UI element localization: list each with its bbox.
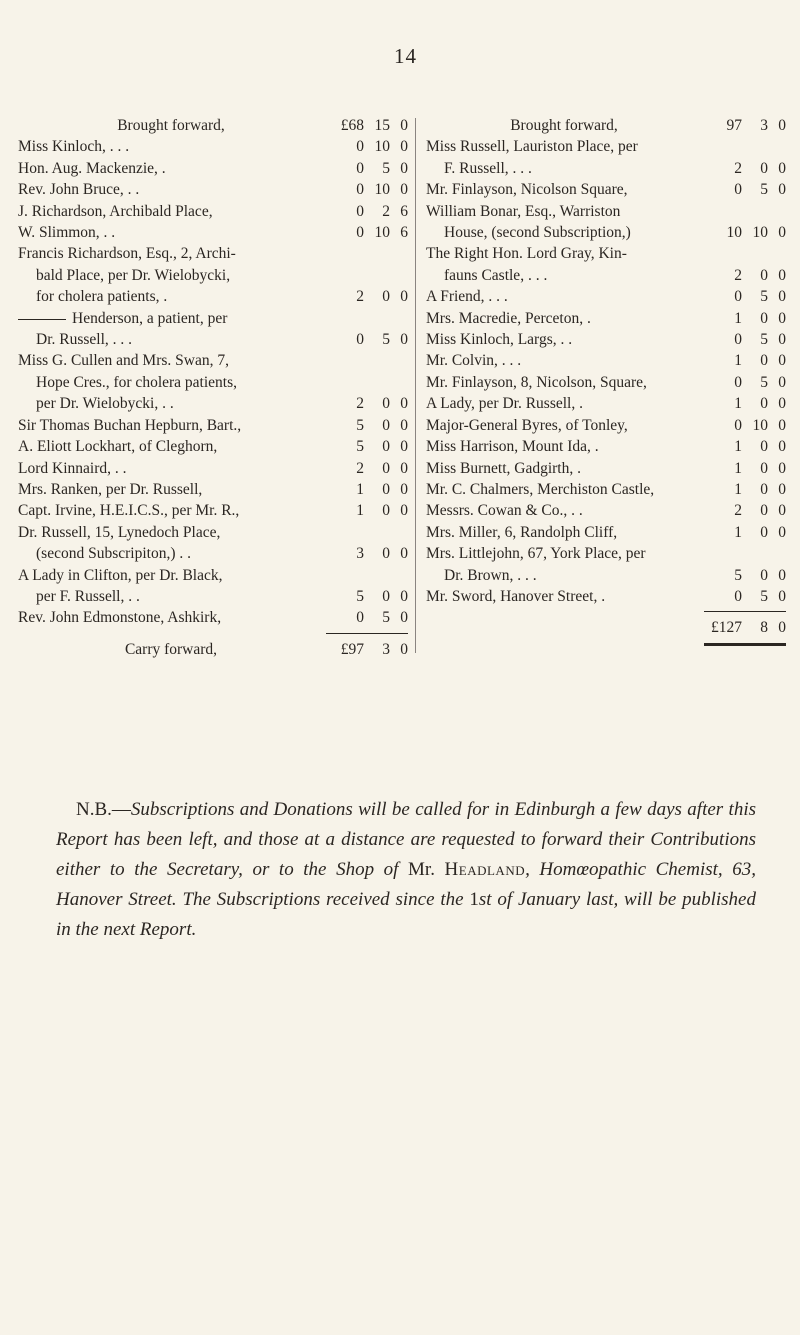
subscriber-text (426, 265, 702, 286)
pounds: 0 (356, 138, 364, 156)
shillings: 3 (382, 640, 390, 658)
shillings: 5 (760, 373, 768, 391)
pounds: 97 (726, 117, 742, 134)
subscription-row (18, 350, 408, 371)
total-pence: 0 (778, 619, 786, 637)
subscriber-text (18, 222, 324, 243)
subscription-row (426, 586, 786, 607)
total-pounds: £127 (711, 619, 742, 637)
subscriber-text (18, 329, 324, 350)
subscriber-text (426, 136, 702, 157)
subscriber-name: Mr. Sword, Hanover Street, . (426, 587, 606, 605)
pence: 0 (778, 159, 786, 177)
subscriber-text (426, 436, 702, 457)
subscription-row (426, 543, 786, 564)
pence: 0 (400, 117, 408, 134)
pounds: 2 (734, 266, 742, 284)
pounds: 1 (734, 438, 742, 456)
shillings: 0 (760, 159, 768, 177)
pence: 0 (400, 181, 408, 199)
shillings: 0 (760, 309, 768, 327)
subscription-row (18, 179, 408, 200)
subscriber-text (426, 243, 702, 264)
subscription-row (18, 265, 408, 286)
subscriber-name: Miss Harrison, Mount Ida, . (426, 438, 599, 456)
subscriber-name: Hope Cres., for cholera patients, (36, 373, 238, 391)
subscriber-text (18, 286, 324, 307)
subscriber-name: per Dr. Wielobycki, . . (36, 395, 174, 413)
subscriber-name: Miss Russell, Lauriston Place, per (426, 138, 638, 156)
pence: 0 (778, 438, 786, 456)
subscriber-text (18, 415, 324, 436)
subscriber-text (18, 522, 324, 543)
subscriber-text (426, 308, 702, 329)
pounds: 0 (734, 288, 742, 306)
subscriber-name: A Lady in Clifton, per Dr. Black, (18, 566, 223, 584)
shillings: 0 (760, 566, 768, 584)
subscriber-text (426, 201, 702, 222)
subscriber-name: A Lady, per Dr. Russell, . (426, 395, 583, 413)
pounds: 5 (734, 566, 742, 584)
pence: 0 (778, 224, 786, 242)
shillings: 0 (382, 416, 390, 434)
pounds: 0 (734, 587, 742, 605)
shillings: 10 (374, 224, 390, 242)
pounds: 1 (734, 480, 742, 498)
subscriber-name: (second Subscripiton,) . . (36, 545, 191, 563)
pounds: £97 (340, 640, 364, 658)
page-number: 14 (394, 44, 417, 68)
pence: 0 (400, 438, 408, 456)
pounds: 0 (356, 202, 364, 220)
pence: 0 (400, 138, 408, 156)
subscription-row (18, 522, 408, 543)
subscriber-name: Francis Richardson, Esq., 2, Archi- (18, 245, 236, 263)
shillings: 10 (752, 224, 768, 242)
pence: 0 (400, 416, 408, 434)
shillings: 5 (382, 159, 390, 177)
subscriber-text (18, 350, 324, 371)
subscription-row (18, 565, 408, 586)
pence: 0 (778, 309, 786, 327)
pounds: 5 (356, 587, 364, 605)
pounds: 5 (356, 416, 364, 434)
shillings: 3 (760, 117, 768, 134)
subscriber-text (18, 586, 324, 607)
pounds: 0 (356, 609, 364, 627)
double-rule (426, 639, 786, 649)
subscriber-text (426, 372, 702, 393)
subscription-row (426, 458, 786, 479)
note-name: Headland (444, 859, 526, 880)
subscriber-name: Mrs. Ranken, per Dr. Russell, (18, 480, 203, 498)
subscription-row (426, 500, 786, 521)
subscriber-text (426, 329, 702, 350)
subscriber-text (18, 158, 324, 179)
pence: 6 (400, 224, 408, 242)
shillings: 0 (382, 502, 390, 520)
subscriber-name: Mrs. Littlejohn, 67, York Place, per (426, 545, 646, 563)
note-text-2: , Homœopathic Chemist, 63, Hanover Street. The Subscriptions received since the (56, 859, 756, 910)
pounds: 2 (356, 288, 364, 306)
subscription-row (426, 329, 786, 350)
pounds: £68 (340, 117, 364, 134)
subscriber-name: Miss G. Cullen and Mrs. Swan, 7, (18, 352, 229, 370)
pounds: 2 (356, 395, 364, 413)
pence: 0 (778, 566, 786, 584)
subscriber-text (18, 308, 324, 329)
subscriber-name: W. Slimmon, . . (18, 224, 116, 242)
pounds: 2 (734, 502, 742, 520)
subscription-row (18, 500, 408, 521)
pounds: 2 (356, 459, 364, 477)
subscription-row (18, 201, 408, 222)
subscriber-text (18, 565, 324, 586)
shillings: 0 (382, 288, 390, 306)
shillings: 0 (760, 266, 768, 284)
subscriber-name: per F. Russell, . . (36, 587, 140, 605)
subscriber-name: Rev. John Edmonstone, Ashkirk, (18, 609, 222, 627)
pence: 0 (778, 266, 786, 284)
subscription-row (426, 243, 786, 264)
subscription-row (18, 158, 408, 179)
pence: 0 (778, 352, 786, 370)
shillings: 0 (382, 395, 390, 413)
subscriber-name: F. Russell, . . . (444, 159, 532, 177)
subscriber-text (426, 522, 702, 543)
carry-forward-label: Carry forward, (124, 640, 218, 658)
pounds: 5 (356, 438, 364, 456)
carry-forward-row (18, 639, 408, 660)
subscriber-name: Miss Burnett, Gadgirth, . (426, 459, 581, 477)
pounds: 0 (734, 373, 742, 391)
subscriber-text (426, 350, 702, 371)
note-prefix: N.B.— (76, 799, 131, 820)
total-shillings: 8 (760, 619, 768, 637)
pence: 0 (400, 609, 408, 627)
subscriber-name: Henderson, a patient, per (72, 309, 228, 327)
shillings: 2 (382, 202, 390, 220)
pounds: 0 (356, 224, 364, 242)
subscription-row (18, 436, 408, 457)
subscription-row (426, 179, 786, 200)
subscription-row (426, 201, 786, 222)
subscriber-name: Mrs. Macredie, Perceton, . (426, 309, 591, 327)
subscription-row (18, 372, 408, 393)
subscriber-text (426, 393, 702, 414)
subscriber-text (426, 222, 702, 243)
subscriber-name: Miss Kinloch, Largs, . . (426, 331, 573, 349)
shillings: 5 (760, 181, 768, 199)
subscription-row (426, 265, 786, 286)
subscriber-name: Rev. John Bruce, . . (18, 181, 140, 199)
brought-forward-row (18, 115, 408, 136)
left-subscription-column (18, 115, 408, 660)
subscriber-text (18, 179, 324, 200)
note-text-1: Subscriptions and Donations will be called for in Edinburgh a few days after this Report has been left, and those at a distance are requested to forward their Contributions either to the Secretary, or to the Shop of (56, 799, 756, 880)
pence: 0 (778, 523, 786, 541)
subscription-row (426, 565, 786, 586)
subscriber-name: Major-General Byres, of Tonley, (426, 416, 628, 434)
pounds: 1 (734, 352, 742, 370)
pounds: 1 (356, 480, 364, 498)
subscription-row (18, 136, 408, 157)
subscription-row (18, 329, 408, 350)
subscriber-text (18, 500, 324, 521)
pence: 0 (778, 416, 786, 434)
subscription-row (18, 607, 408, 628)
shillings: 0 (760, 395, 768, 413)
subscriber-text (426, 500, 702, 521)
subscription-row (426, 308, 786, 329)
shillings: 0 (382, 545, 390, 563)
subscription-row (426, 436, 786, 457)
shillings: 0 (760, 480, 768, 498)
subscriber-text (18, 201, 324, 222)
pence: 0 (400, 480, 408, 498)
subscriber-name: Dr. Russell, 15, Lynedoch Place, (18, 523, 221, 541)
subscriber-name: Mr. Finlayson, 8, Nicolson, Square, (426, 373, 647, 391)
subscriber-name: Miss Kinloch, . . . (18, 138, 130, 156)
subscription-row (18, 543, 408, 564)
right-entries (426, 136, 786, 607)
pence: 6 (400, 202, 408, 220)
subscription-row (426, 522, 786, 543)
subscription-row (18, 243, 408, 264)
subscriber-text (18, 543, 324, 564)
subscriber-name: A Friend, . . . (426, 288, 508, 306)
brought-forward-label: Brought forward, (510, 117, 618, 134)
subscriber-name: Messrs. Cowan & Co., . . (426, 502, 583, 520)
pounds: 10 (726, 224, 742, 242)
subscription-row (18, 286, 408, 307)
subscription-row (426, 479, 786, 500)
pence: 0 (400, 288, 408, 306)
subscriber-name: William Bonar, Esq., Warriston (426, 202, 621, 220)
subscriber-name: Mr. Colvin, . . . (426, 352, 522, 370)
brought-forward-label: Brought forward, (117, 117, 225, 134)
subscriber-text (18, 607, 324, 628)
note-mr: Mr. (398, 859, 445, 880)
shillings: 0 (382, 587, 390, 605)
subscriber-text (18, 372, 324, 393)
pounds: 0 (734, 416, 742, 434)
subscriber-name: A. Eliott Lockhart, of Cleghorn, (18, 438, 218, 456)
subscriber-name: J. Richardson, Archibald Place, (18, 202, 213, 220)
shillings: 5 (382, 609, 390, 627)
pence: 0 (778, 288, 786, 306)
subscription-row (18, 308, 408, 329)
subscriber-name: fauns Castle, . . . (444, 266, 548, 284)
subscriber-name: Lord Kinnaird, . . (18, 459, 127, 477)
pence: 0 (400, 587, 408, 605)
subscription-row (18, 479, 408, 500)
note-ordinal: 1 (469, 889, 479, 910)
brought-forward-row (426, 115, 786, 136)
subscriber-text (18, 458, 324, 479)
shillings: 5 (760, 288, 768, 306)
subscriber-text (18, 136, 324, 157)
subscriber-text (426, 565, 702, 586)
pence: 0 (400, 545, 408, 563)
shillings: 10 (752, 416, 768, 434)
pence: 0 (400, 640, 408, 658)
pence: 0 (400, 502, 408, 520)
subscriber-name: bald Place, per Dr. Wielobycki, (36, 266, 231, 284)
subscriber-text (18, 479, 324, 500)
column-divider (415, 118, 416, 653)
pence: 0 (778, 117, 786, 134)
subscriber-name: Capt. Irvine, H.E.I.C.S., per Mr. R., (18, 502, 240, 520)
pence: 0 (778, 480, 786, 498)
shillings: 0 (760, 459, 768, 477)
shillings: 0 (760, 438, 768, 456)
pounds: 0 (734, 331, 742, 349)
subscriber-text (18, 265, 324, 286)
subscriber-text (426, 286, 702, 307)
subscriber-text (18, 243, 324, 264)
subscriber-name: Mrs. Miller, 6, Randolph Cliff, (426, 523, 618, 541)
pounds: 0 (734, 181, 742, 199)
subscriber-name: Hon. Aug. Mackenzie, . (18, 159, 166, 177)
ditto-dash (18, 319, 66, 320)
subscriber-text (18, 393, 324, 414)
pence: 0 (400, 159, 408, 177)
shillings: 15 (374, 117, 390, 134)
subscriber-name: Mr. Finlayson, Nicolson Square, (426, 181, 628, 199)
pounds: 1 (356, 502, 364, 520)
left-entries (18, 136, 408, 628)
subscription-row (426, 350, 786, 371)
subscriber-name: House, (second Subscription,) (444, 224, 631, 242)
pounds: 1 (734, 309, 742, 327)
subscriber-name: Dr. Russell, . . . (36, 331, 133, 349)
note-text-3: st of January last, will be published in the next Report. (56, 889, 756, 940)
pence: 0 (400, 395, 408, 413)
shillings: 0 (760, 523, 768, 541)
shillings: 0 (760, 352, 768, 370)
subscription-row (18, 586, 408, 607)
subscription-row (426, 415, 786, 436)
subscription-row (426, 393, 786, 414)
pence: 0 (778, 502, 786, 520)
right-subscription-column (426, 115, 786, 649)
subscriber-name: Sir Thomas Buchan Hepburn, Bart., (18, 416, 242, 434)
pounds: 0 (356, 181, 364, 199)
pounds: 1 (734, 395, 742, 413)
pence: 0 (400, 459, 408, 477)
pounds: 0 (356, 331, 364, 349)
pence: 0 (778, 395, 786, 413)
subscriber-text (426, 479, 702, 500)
subscription-row (426, 158, 786, 179)
subscriber-text (426, 158, 702, 179)
subscriber-name: Mr. C. Chalmers, Merchiston Castle, (426, 480, 655, 498)
subscriber-text (426, 179, 702, 200)
shillings: 0 (760, 502, 768, 520)
shillings: 0 (382, 438, 390, 456)
subscription-row (426, 136, 786, 157)
subscription-row (18, 458, 408, 479)
shillings: 0 (382, 459, 390, 477)
subscription-row (18, 393, 408, 414)
shillings: 5 (760, 587, 768, 605)
shillings: 10 (374, 181, 390, 199)
shillings: 0 (382, 480, 390, 498)
subscriber-text (426, 586, 702, 607)
subscriber-text (426, 415, 702, 436)
subscriber-name: The Right Hon. Lord Gray, Kin- (426, 245, 627, 263)
pence: 0 (778, 181, 786, 199)
pence: 0 (778, 459, 786, 477)
total-row (426, 617, 786, 638)
shillings: 5 (382, 331, 390, 349)
subscription-row (426, 222, 786, 243)
pounds: 1 (734, 523, 742, 541)
subscriber-name: Dr. Brown, . . . (444, 566, 537, 584)
shillings: 5 (760, 331, 768, 349)
nota-bene-paragraph (56, 795, 756, 945)
subscription-row (18, 415, 408, 436)
subscription-row (426, 286, 786, 307)
subscriber-text (18, 436, 324, 457)
sum-rule (18, 629, 408, 639)
pounds: 3 (356, 545, 364, 563)
subscriber-text (426, 458, 702, 479)
pounds: 0 (356, 159, 364, 177)
subscriber-name: for cholera patients, . (36, 288, 168, 306)
shillings: 10 (374, 138, 390, 156)
pence: 0 (778, 331, 786, 349)
pence: 0 (400, 331, 408, 349)
pounds: 1 (734, 459, 742, 477)
sum-rule (426, 607, 786, 617)
subscriber-text (426, 543, 702, 564)
pounds: 2 (734, 159, 742, 177)
pence: 0 (778, 373, 786, 391)
pence: 0 (778, 587, 786, 605)
subscription-row (426, 372, 786, 393)
subscription-row (18, 222, 408, 243)
